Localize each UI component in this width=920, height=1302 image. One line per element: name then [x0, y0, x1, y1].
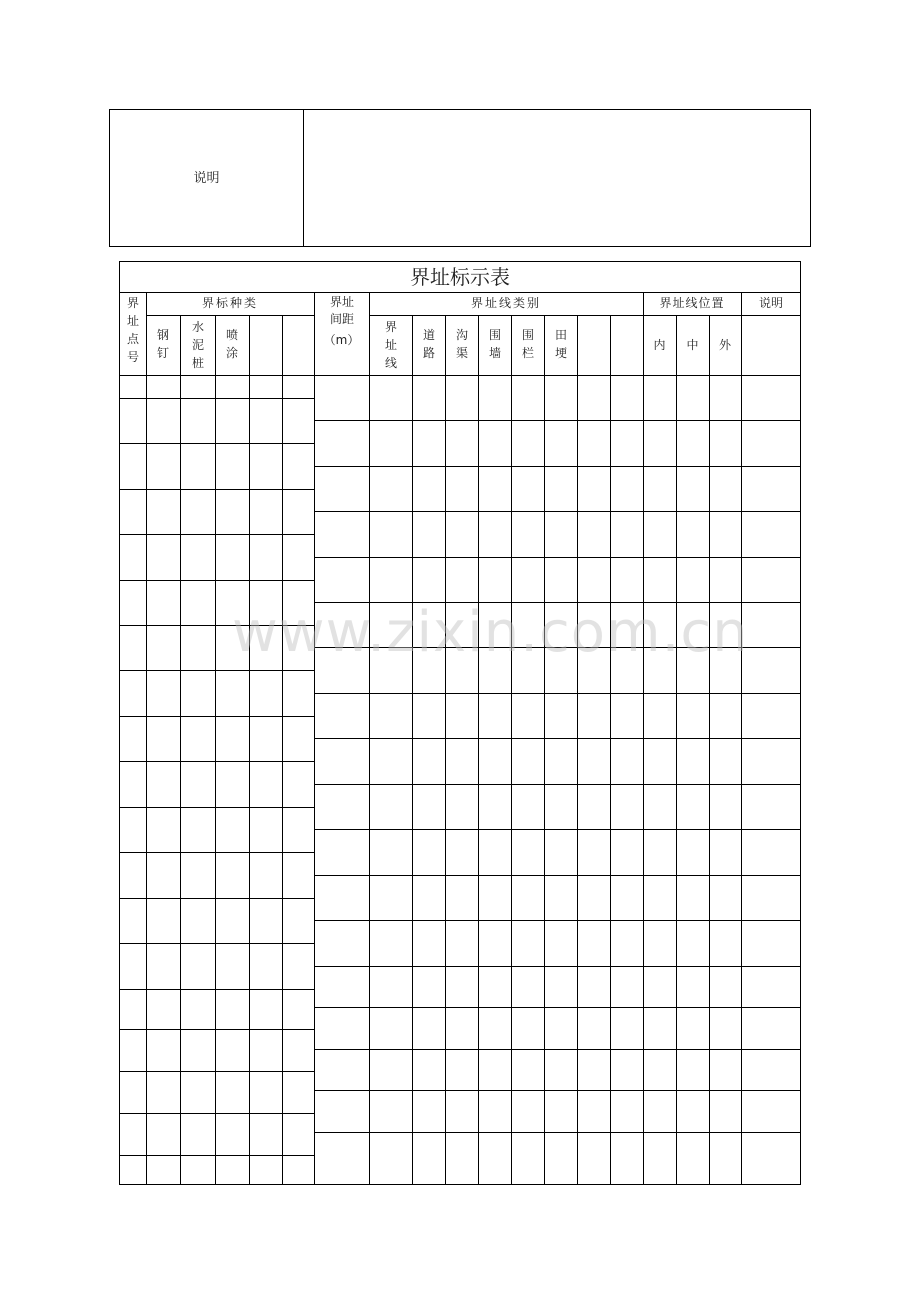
grid-row-right-1 — [314, 466, 801, 467]
grid-col-pos-0 — [676, 315, 677, 1184]
grid-row-left-7 — [119, 716, 314, 717]
grid-row-left-1 — [119, 443, 314, 444]
grid-col-marker-1 — [215, 315, 216, 1184]
header-line-position: 界址线位置 — [659, 296, 725, 310]
grid-col-marker-3 — [282, 315, 283, 1184]
grid-row-right-7 — [314, 738, 801, 739]
grid-row-left-11 — [119, 898, 314, 899]
grid-row-left-14 — [119, 1029, 314, 1030]
grid-row-left-10 — [119, 852, 314, 853]
grid-row-left-17 — [119, 1155, 314, 1156]
grid-row-left-3 — [119, 534, 314, 535]
grid-row-right-11 — [314, 920, 801, 921]
boundary-table — [119, 261, 801, 1185]
header-marker-type-2: 水泥桩 — [191, 320, 204, 370]
header-line-cat-4: 围墙 — [488, 328, 501, 360]
grid-col-line-2 — [478, 315, 479, 1184]
header-marker-type: 界标种类 — [201, 296, 258, 310]
grid-row-left-0 — [119, 398, 314, 399]
grid-col-main-0 — [146, 292, 147, 1184]
grid-col-line-1 — [445, 315, 446, 1184]
description-box-divider — [303, 109, 304, 247]
grid-row-left-8 — [119, 761, 314, 762]
grid-row-right-6 — [314, 693, 801, 694]
grid-col-line-3 — [511, 315, 512, 1184]
header-remark: 说明 — [758, 296, 783, 310]
grid-row-right-8 — [314, 784, 801, 785]
header-line-cat-2: 道路 — [422, 328, 435, 360]
header-position-middle: 中 — [686, 338, 699, 352]
grid-row-left-4 — [119, 580, 314, 581]
watermark: www.zixin.com.cn — [232, 600, 749, 665]
header-position-outer: 外 — [718, 338, 731, 352]
header-line-cat-5: 围栏 — [521, 328, 534, 360]
header-point-no: 界址点号 — [126, 296, 139, 364]
grid-row-right-0 — [314, 420, 801, 421]
grid-row-right-9 — [314, 829, 801, 830]
header-marker-type-1: 钢钉 — [156, 328, 169, 360]
grid-col-line-6 — [610, 315, 611, 1184]
header-marker-type-3: 喷涂 — [225, 328, 238, 360]
grid-row-right-15 — [314, 1090, 801, 1091]
grid-col-line-0 — [412, 315, 413, 1184]
header-line-2b — [369, 315, 801, 316]
grid-row-right-16 — [314, 1132, 801, 1133]
grid-row-right-10 — [314, 875, 801, 876]
grid-row-left-13 — [119, 989, 314, 990]
grid-col-marker-0 — [180, 315, 181, 1184]
header-line-cat-3: 沟渠 — [455, 328, 468, 360]
grid-header-bottom — [119, 375, 801, 376]
description-label: 说明 — [193, 171, 220, 186]
grid-row-right-2 — [314, 511, 801, 512]
grid-row-right-14 — [314, 1049, 801, 1050]
grid-col-line-4 — [544, 315, 545, 1184]
grid-row-left-12 — [119, 943, 314, 944]
header-spacing-unit: （m） — [323, 333, 360, 347]
header-line-1 — [119, 292, 801, 293]
table-title: 界址标示表 — [410, 265, 510, 289]
grid-row-left-9 — [119, 807, 314, 808]
grid-row-left-16 — [119, 1113, 314, 1114]
header-line-cat-6: 田埂 — [554, 328, 567, 360]
grid-col-marker-2 — [249, 315, 250, 1184]
grid-col-pos-1 — [709, 315, 710, 1184]
grid-row-right-13 — [314, 1007, 801, 1008]
grid-row-left-2 — [119, 489, 314, 490]
grid-row-left-15 — [119, 1071, 314, 1072]
header-line-category: 界址线类别 — [470, 296, 541, 310]
grid-col-line-5 — [577, 315, 578, 1184]
header-line-cat-1: 界址线 — [384, 320, 397, 370]
grid-row-right-12 — [314, 966, 801, 967]
header-spacing: 界址间距 — [329, 295, 354, 326]
header-position-inner: 内 — [653, 338, 666, 352]
grid-row-left-6 — [119, 670, 314, 671]
header-line-2a — [146, 315, 314, 316]
grid-row-right-3 — [314, 557, 801, 558]
